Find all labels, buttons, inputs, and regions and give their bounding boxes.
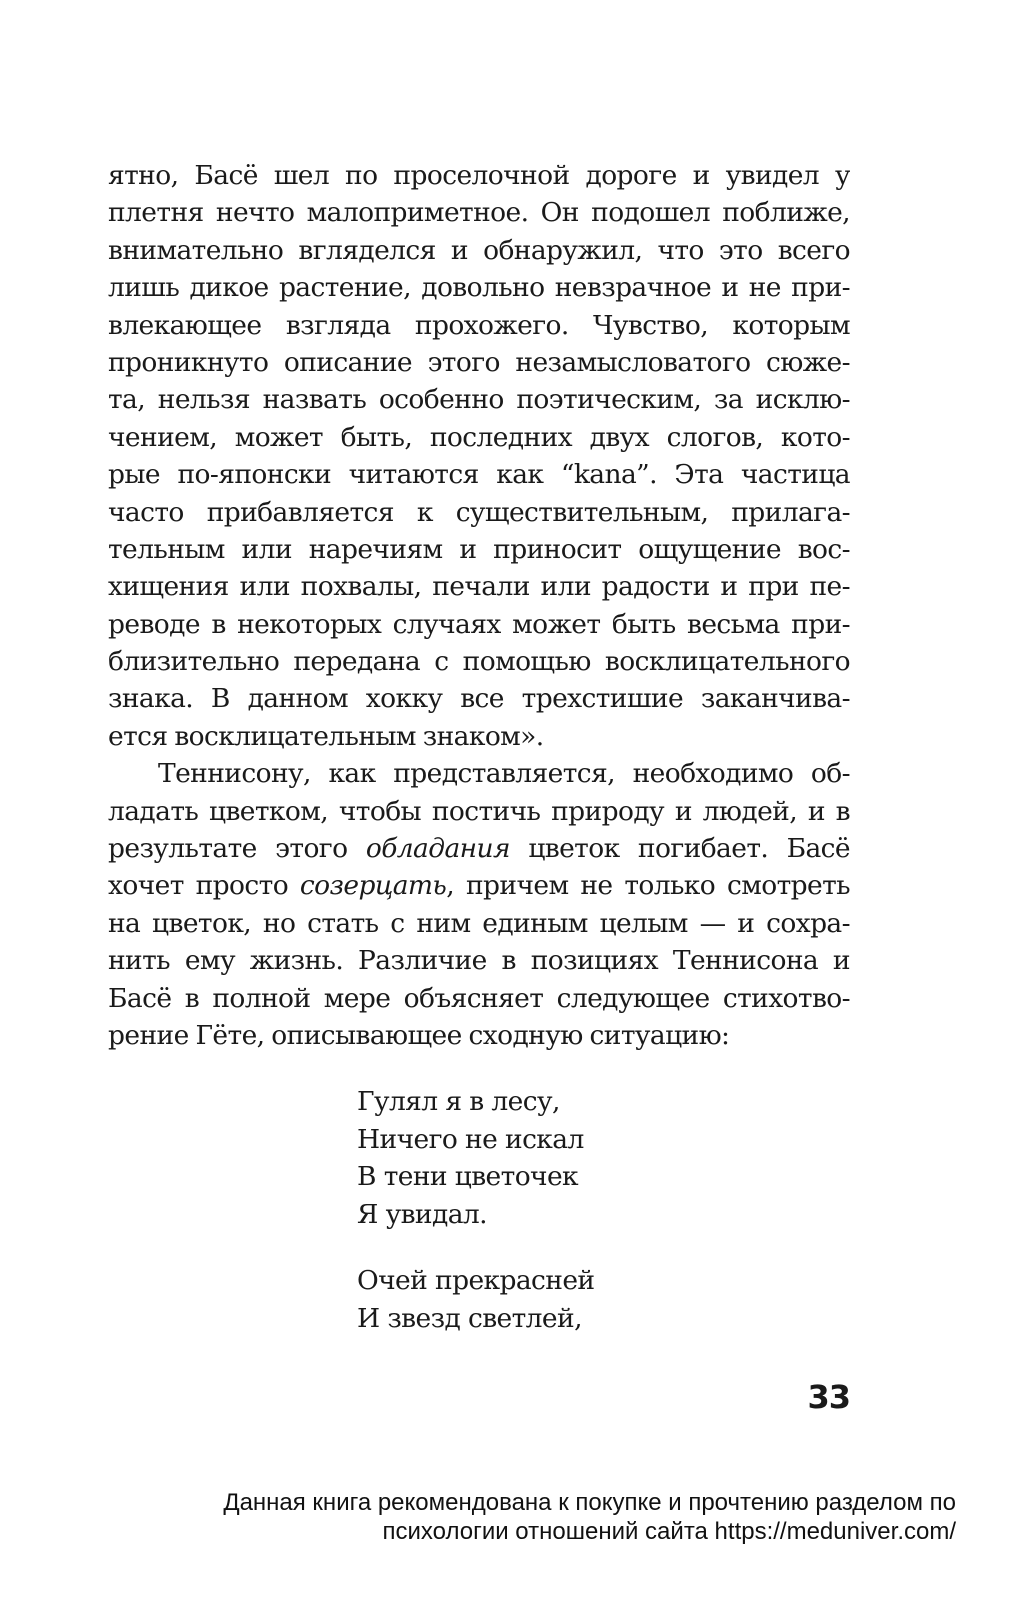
poem-line: В тени цветочек — [357, 1161, 579, 1192]
text-line: ятно, Басё шел по проселочной дороге и увидел у — [108, 160, 850, 191]
poem-stanza-1 — [357, 1083, 757, 1233]
emphasis-obladaniya: обладания — [365, 833, 510, 865]
text-line: внимательно вгляделся и обнаружил, что это всего — [108, 234, 850, 266]
footer-line-1: Данная книга рекомендована к покупке и прочтению разделом по — [223, 1489, 956, 1516]
text-run: , причем не только смотреть — [446, 870, 850, 902]
text-run: цветок погибает. Басё — [509, 833, 850, 865]
paragraph-2-first-line: Теннисону, как представляется, необходимо об- — [158, 758, 850, 790]
text-line: плетня нечто малоприметное. Он подошел поближе, — [108, 197, 850, 229]
footer-note — [100, 1488, 956, 1546]
text-line — [108, 867, 850, 904]
text-line: влекающее взгляда прохожего. Чувство, которым — [108, 309, 850, 341]
text-line: Басё в полной мере объясняет следующее стихотво- — [108, 982, 850, 1014]
text-line — [108, 830, 850, 867]
poem-stanza-2 — [357, 1262, 757, 1337]
text-line: часто прибавляется к существительным, прилага- — [108, 496, 850, 528]
text-line: знака. В данном хокку все трехстишие заканчива- — [108, 683, 850, 715]
text-line: рение Гёте, описывающее сходную ситуацию: — [108, 1019, 730, 1051]
text-line: реводе в некоторых случаях может быть весьма при- — [108, 608, 850, 640]
text-line: на цветок, но стать с ним единым целым — и сохра- — [108, 907, 850, 939]
text-line: ется восклицательным знаком». — [108, 720, 544, 752]
poem-line: Ничего не искал — [357, 1123, 584, 1155]
text-line: хищения или похвалы, печали или радости и при пе- — [108, 571, 850, 603]
poem-line: Я увидал. — [357, 1198, 487, 1230]
text-line: проникнуто описание этого незамысловатого сюже- — [108, 346, 850, 378]
text-run: результате этого — [108, 833, 366, 865]
text-line: тельным или наречиям и приносит ощущение вос- — [108, 533, 850, 565]
page-number: 33 — [807, 1378, 850, 1416]
poem-line: И звезд светлей, — [357, 1302, 582, 1334]
text-line: та, нельзя назвать особенно поэтическим, за исклю- — [108, 384, 850, 416]
footer-line-2: психологии отношений сайта https://meduniver.com/ — [382, 1518, 956, 1545]
paragraph-1 — [108, 157, 850, 1054]
poem-line: Очей прекрасней — [357, 1265, 595, 1296]
text-line: нить ему жизнь. Различие в позициях Теннисона и — [108, 945, 850, 977]
text-run: хочет просто — [108, 870, 300, 902]
text-line: чением, может быть, последних двух слогов, кото- — [108, 421, 850, 453]
text-line: близительно передана с помощью восклицательного — [108, 646, 850, 678]
text-line: ладать цветком, чтобы постичь природу и людей, и в — [108, 795, 850, 827]
emphasis-sozertsat: созерцать — [299, 870, 447, 902]
text-line: лишь дикое растение, довольно невзрачное и не при- — [108, 272, 850, 304]
text-line: рые по-японски читаются как “kana”. Эта частица — [108, 459, 850, 491]
poem-line: Гулял я в лесу, — [357, 1086, 560, 1117]
